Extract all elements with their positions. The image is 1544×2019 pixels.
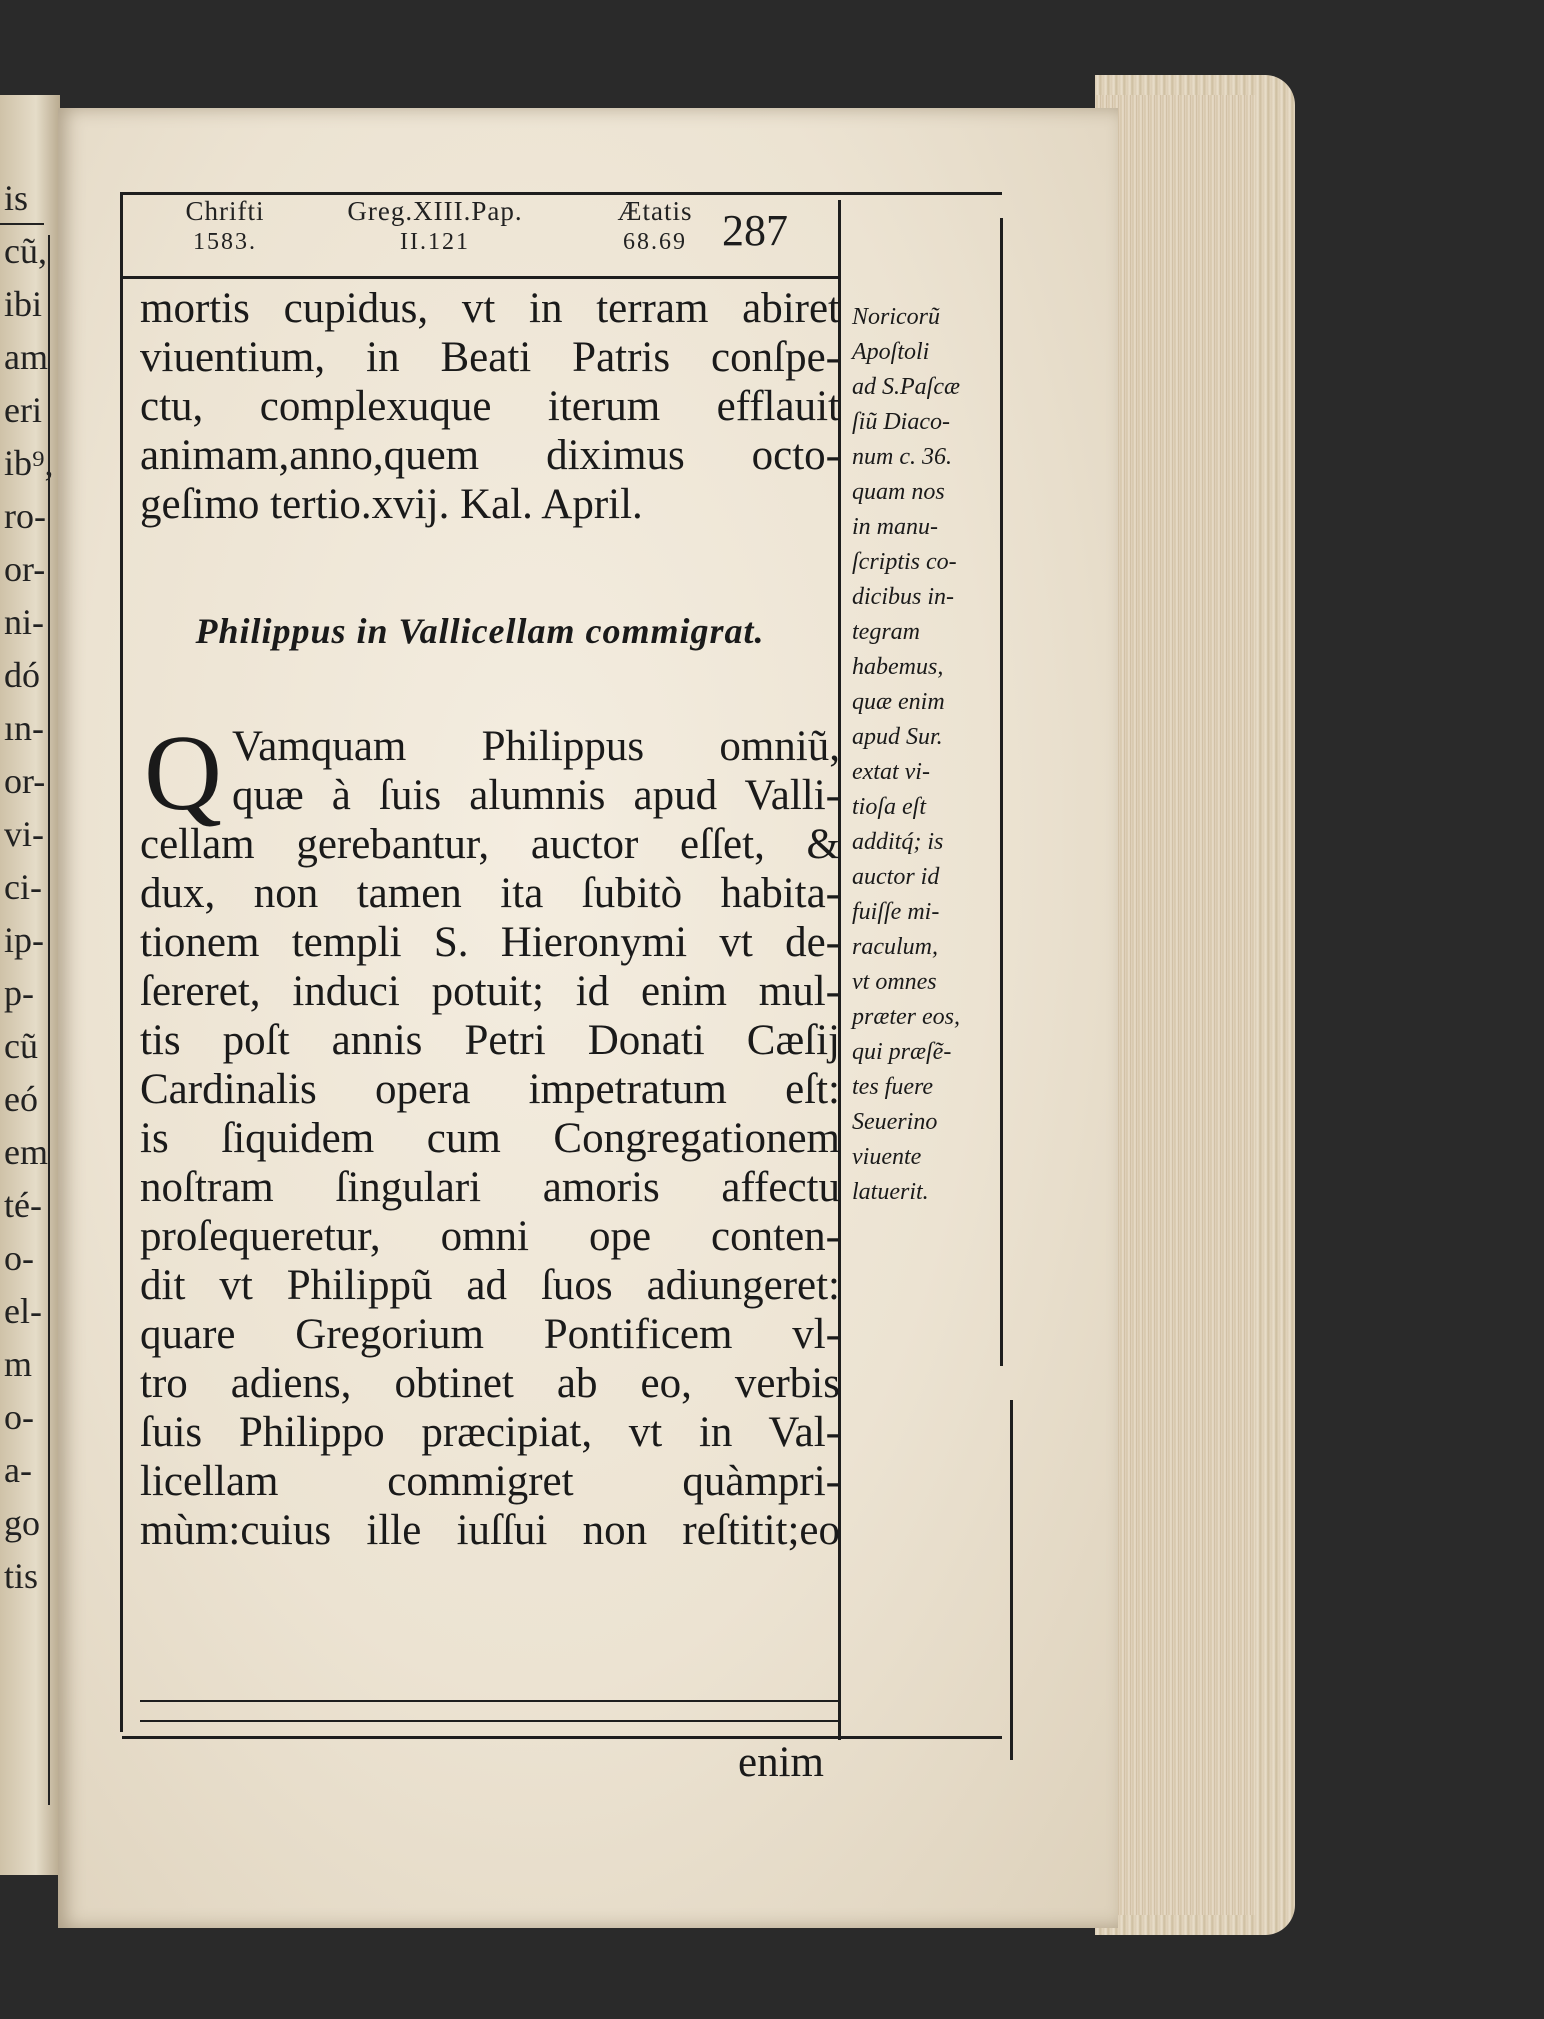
left-page-fragment: is (4, 178, 29, 218)
margin-note-line: tes fuere (852, 1074, 934, 1100)
left-page-fragment: ci- (4, 867, 42, 907)
header-top-rule (122, 192, 1002, 195)
left-page-fragment: vi- (4, 814, 44, 854)
text-line: Vamquam Philippus omniũ, (232, 723, 840, 770)
header-year-value: 1583. (193, 229, 257, 255)
margin-note-line: quæ enim (852, 689, 945, 715)
margin-note-line: Apoſtoli (852, 339, 930, 365)
margin-note (852, 300, 1022, 1210)
left-page-fragment: or- (4, 549, 46, 589)
text-line: quæ à ſuis alumnis apud Valli- (232, 772, 840, 819)
left-page-fragment: o- (4, 1238, 34, 1278)
header-bottom-rule (122, 276, 840, 279)
left-page-fragment: el- (4, 1291, 42, 1331)
header-pope-value: II.121 (400, 229, 470, 255)
left-page-fragment: a- (4, 1450, 32, 1490)
left-page-fragment: ip- (4, 920, 44, 960)
margin-note-line: præter eos, (852, 1004, 960, 1030)
frame-left-rule (120, 192, 123, 1732)
margin-note-line: ſiũ Diaco- (852, 409, 950, 435)
fore-edge (1095, 75, 1295, 1935)
text-line: Cardinalis opera impetratum eſt: (140, 1066, 840, 1113)
section-heading: Philippus in Vallicellam commigrat. (195, 611, 765, 651)
text-line: geſimo tertio.xvij. Kal. April. (140, 481, 643, 528)
margin-note-line: latuerit. (852, 1179, 929, 1205)
margin-note-line: Noricorũ (852, 304, 941, 330)
text-line: ſuis Philippo præcipiat, vt in Val- (140, 1409, 840, 1456)
margin-note-line: viuente (852, 1144, 922, 1170)
left-page-fragment: go (4, 1503, 40, 1543)
left-page-fragment: ib⁹, (4, 443, 54, 483)
margin-note-line: qui præſẽ- (852, 1039, 952, 1065)
margin-note-line: fuiſſe mi- (852, 899, 940, 925)
text-line: tionem templi S. Hieronymi vt de- (140, 919, 840, 966)
text-line: tis poſt annis Petri Donati Cæſij (140, 1017, 840, 1064)
frame-right-rule-lower (1010, 1400, 1013, 1760)
header-age-label: Ætatis (617, 196, 693, 226)
margin-note-line: ſcriptis co- (852, 549, 957, 575)
margin-note-line: apud Sur. (852, 724, 943, 750)
text-line: noſtram ſingulari amoris affectu (140, 1164, 840, 1211)
margin-note-line: num c. 36. (852, 444, 952, 470)
left-page-fragment: ni- (4, 602, 44, 642)
text-line: dit vt Philippũ ad ſuos adiungeret: (140, 1262, 840, 1309)
margin-note-line: ad S.Paſcæ (852, 374, 960, 400)
margin-note-line: quam nos (852, 479, 945, 505)
left-page-fragment: eri (4, 390, 42, 430)
catchword: enim (738, 1739, 824, 1786)
text-line: tro adiens, obtinet ab eo, verbis (140, 1360, 840, 1407)
left-page-fragment: cũ, (4, 231, 47, 271)
left-page-fragment: ro- (4, 496, 46, 536)
left-page-fragment: o- (4, 1397, 34, 1437)
margin-note-line: tioſa eſt (852, 794, 926, 820)
left-page-fragment: cũ (4, 1026, 38, 1066)
text-line: dux, non tamen ita ſubitò habita- (140, 870, 840, 917)
left-page-fragment: tis (4, 1556, 39, 1596)
text-line: mortis cupidus, vt in terram abiret (140, 285, 840, 332)
text-line: animam,anno,quem diximus octo- (140, 432, 840, 479)
left-page-fragment: ibi (4, 284, 43, 324)
text-line: mùm:cuius ille iuſſui non reſtitit;eo (140, 1507, 840, 1554)
left-page-fragment: eó (4, 1079, 38, 1119)
text-line: viuentium, in Beati Patris conſpe- (140, 334, 840, 381)
text-line: quare Gregorium Pontificem vl- (140, 1311, 840, 1358)
header-year (160, 196, 290, 256)
text-line: is ſiquidem cum Congregationem (140, 1115, 840, 1162)
footer-rule-inner (140, 1720, 840, 1722)
margin-note-line: auctor id (852, 864, 940, 890)
margin-note-line: vt omnes (852, 969, 937, 995)
left-page-fragment: am (4, 337, 48, 377)
margin-note-line: tegram (852, 619, 920, 645)
header-pope-label: Greg.XIII.Pap. (347, 196, 523, 226)
left-page-fragment: dó (4, 655, 40, 695)
left-page-fragment: ın- (4, 708, 44, 748)
left-page-fragment: té- (4, 1185, 42, 1225)
left-page-fragment: p- (4, 973, 34, 1013)
paragraph-1 (140, 284, 840, 529)
header-age-value: 68.69 (623, 229, 687, 255)
text-line: proſequeretur, omni ope conten- (140, 1213, 840, 1260)
header-year-label: Chrifti (185, 196, 265, 226)
footer-rule (122, 1736, 1002, 1739)
margin-note-line: in manu- (852, 514, 938, 540)
margin-note-line: raculum, (852, 934, 938, 960)
margin-note-line: additq́; is (852, 829, 944, 855)
left-page-strip (0, 95, 60, 1875)
margin-note-line: Seuerino (852, 1109, 938, 1135)
left-page-fragment: em (4, 1132, 48, 1172)
text-line: ſereret, induci potuit; id enim mul- (140, 968, 840, 1015)
left-page-fragment: m (4, 1344, 33, 1384)
text-line: ctu, complexuque iterum efflauit (140, 383, 840, 430)
paragraph-2 (140, 714, 840, 1555)
header-pope (330, 196, 540, 256)
text-line: licellam commigret quàmpri- (140, 1458, 840, 1505)
drop-cap: Q (144, 714, 222, 833)
page-number: 287 (722, 206, 788, 255)
margin-note-line: dicibus in- (852, 584, 954, 610)
text-line: cellam gerebantur, auctor eſſet, & (140, 821, 840, 868)
header-age (590, 196, 720, 256)
text-bottom-rule (140, 1700, 840, 1702)
left-page-rule (0, 223, 44, 225)
margin-note-line: habemus, (852, 654, 944, 680)
margin-note-line: extat vi- (852, 759, 930, 785)
left-page-fragment: or- (4, 761, 46, 801)
